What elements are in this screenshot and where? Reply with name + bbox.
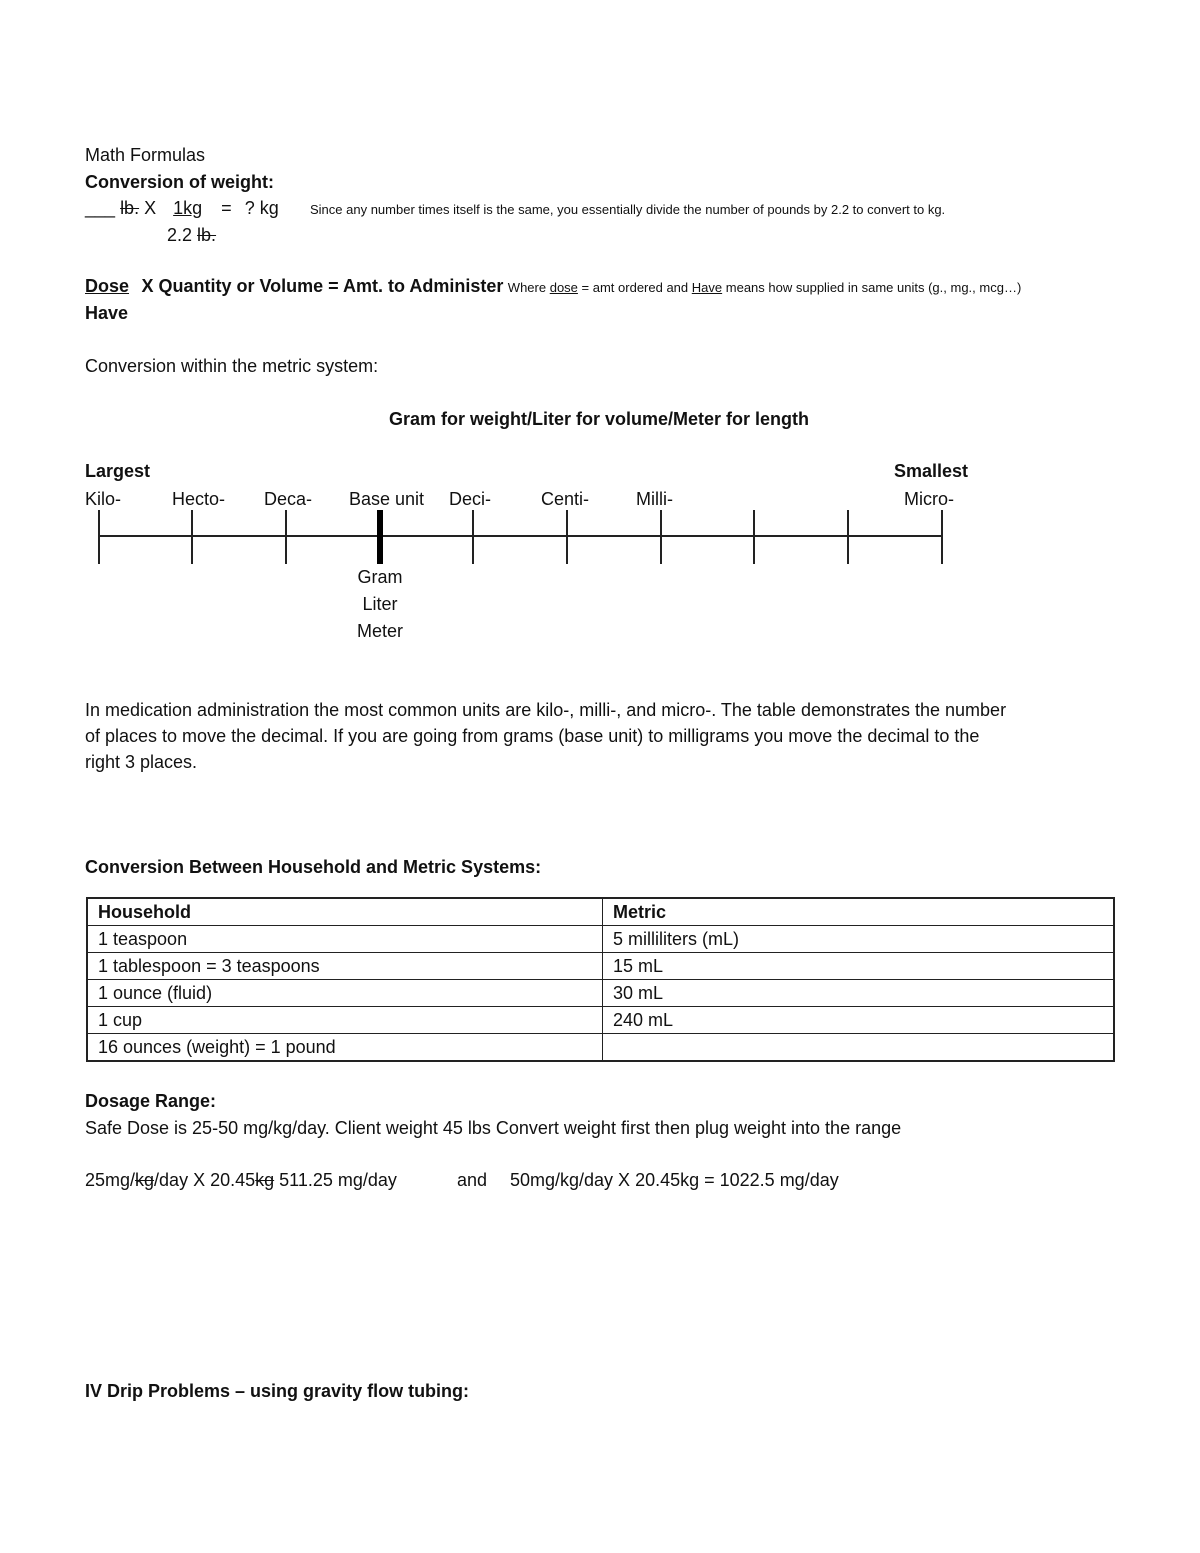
- paragraph-line-1: In medication administration the most common units are kilo-, milli-, and micro-. The table demonstrates the number: [85, 700, 1007, 720]
- base-unit-meter: Meter: [356, 621, 403, 641]
- dose-formula-line: [85, 276, 1021, 297]
- dose-where: [508, 280, 1021, 295]
- weight-formula: [85, 198, 279, 219]
- paragraph-line-3: right 3 places.: [85, 752, 198, 772]
- prefix-base-unit: Base unit: [349, 489, 425, 509]
- smallest-label: Smallest: [894, 461, 969, 481]
- dose-where-text-3: means how supplied in same units (g., mg., mcg…): [725, 280, 1022, 295]
- prefix-kilo: Kilo-: [85, 489, 122, 509]
- table-row: [87, 1034, 1114, 1062]
- household-cell: 1 tablespoon = 3 teaspoons: [87, 953, 603, 980]
- tick-deci: [472, 510, 474, 564]
- dose-word: dose: [549, 280, 578, 295]
- prefix-deci: Deci-: [449, 489, 492, 509]
- dosage-heading: Dosage Range:: [85, 1091, 217, 1111]
- table-row: [87, 953, 1114, 980]
- have-word: Have: [691, 280, 723, 295]
- metric-cell: 240 mL: [603, 1007, 1115, 1034]
- paragraph-line-2: of places to move the decimal. If you are going from grams (base unit) to milligrams you move the decimal to the: [85, 726, 980, 746]
- dose-numerator: Dose: [85, 276, 130, 296]
- table-header-row: [87, 898, 1114, 926]
- weight-lb-numerator: lb.: [120, 198, 140, 218]
- column-header-household: Household: [87, 898, 603, 926]
- iv-heading: IV Drip Problems – using gravity flow tubing:: [85, 1381, 470, 1401]
- household-cell: 1 teaspoon: [87, 926, 603, 953]
- dose-denominator: Have: [85, 303, 129, 323]
- dose-where-text-2: = amt ordered and: [581, 280, 689, 295]
- table-row: [87, 1007, 1114, 1034]
- metric-cell: [603, 1034, 1115, 1062]
- household-cell: 1 cup: [87, 1007, 603, 1034]
- metric-subtitle: Gram for weight/Liter for volume/Meter for length: [388, 409, 810, 429]
- metric-number-line: [99, 535, 943, 537]
- weight-note: Since any number times itself is the same, you essentially divide the number of pounds by 2.2 to convert to kg.: [310, 202, 946, 217]
- column-header-metric: Metric: [603, 898, 1115, 926]
- weight-blank: ___: [85, 198, 116, 218]
- tick-centi: [566, 510, 568, 564]
- weight-lb-denominator: lb.: [197, 225, 217, 245]
- dosage-calc-1: [85, 1170, 397, 1191]
- calc1-part-c: 511.25 mg/day: [274, 1170, 397, 1190]
- weight-equals: =: [221, 198, 232, 218]
- dose-where-text: Where: [507, 280, 547, 295]
- weight-denominator: [167, 225, 216, 246]
- metric-cell: 5 milliliters (mL): [603, 926, 1115, 953]
- calc1-kg-struck-2: kg: [255, 1170, 275, 1190]
- weight-result: ? kg: [244, 198, 279, 218]
- prefix-micro: Micro-: [904, 489, 954, 509]
- calc1-part-b: /day X 20.45: [154, 1170, 256, 1190]
- calc1-part-a: 25mg/: [85, 1170, 136, 1190]
- metric-cell: 30 mL: [603, 980, 1115, 1007]
- base-unit-liter: Liter: [362, 594, 398, 614]
- metric-intro: Conversion within the metric system:: [85, 356, 379, 376]
- tick-base-unit: [377, 510, 383, 564]
- weight-times: X: [144, 198, 157, 218]
- tick-8: [847, 510, 849, 564]
- household-heading: Conversion Between Household and Metric Systems:: [85, 857, 542, 877]
- weight-heading: Conversion of weight:: [85, 172, 274, 192]
- tick-kilo: [98, 510, 100, 564]
- largest-label: Largest: [85, 461, 151, 481]
- prefix-centi: Centi-: [541, 489, 590, 509]
- dosage-calc-2: 50mg/kg/day X 20.45kg = 1022.5 mg/day: [510, 1170, 839, 1190]
- tick-hecto: [191, 510, 193, 564]
- table-row: [87, 980, 1114, 1007]
- household-metric-table: [86, 897, 1115, 1062]
- tick-milli: [660, 510, 662, 564]
- weight-denominator-number: 2.2: [167, 225, 193, 245]
- dosage-and: and: [457, 1170, 488, 1190]
- document-title: Math Formulas: [85, 145, 206, 165]
- dose-formula: X Quantity or Volume = Amt. to Administer: [141, 276, 504, 296]
- calc1-kg-struck-1: kg: [135, 1170, 155, 1190]
- tick-micro: [941, 510, 943, 564]
- weight-kg-numerator: 1kg: [173, 198, 203, 218]
- household-cell: 1 ounce (fluid): [87, 980, 603, 1007]
- tick-deca: [285, 510, 287, 564]
- household-cell: 16 ounces (weight) = 1 pound: [87, 1034, 603, 1062]
- prefix-deca: Deca-: [264, 489, 313, 509]
- dosage-line: Safe Dose is 25-50 mg/kg/day. Client weight 45 lbs Convert weight first then plug weight into the range: [85, 1118, 902, 1138]
- table-row: [87, 926, 1114, 953]
- prefix-milli: Milli-: [636, 489, 673, 509]
- metric-cell: 15 mL: [603, 953, 1115, 980]
- tick-7: [753, 510, 755, 564]
- prefix-hecto: Hecto-: [172, 489, 226, 509]
- base-unit-gram: Gram: [357, 567, 403, 587]
